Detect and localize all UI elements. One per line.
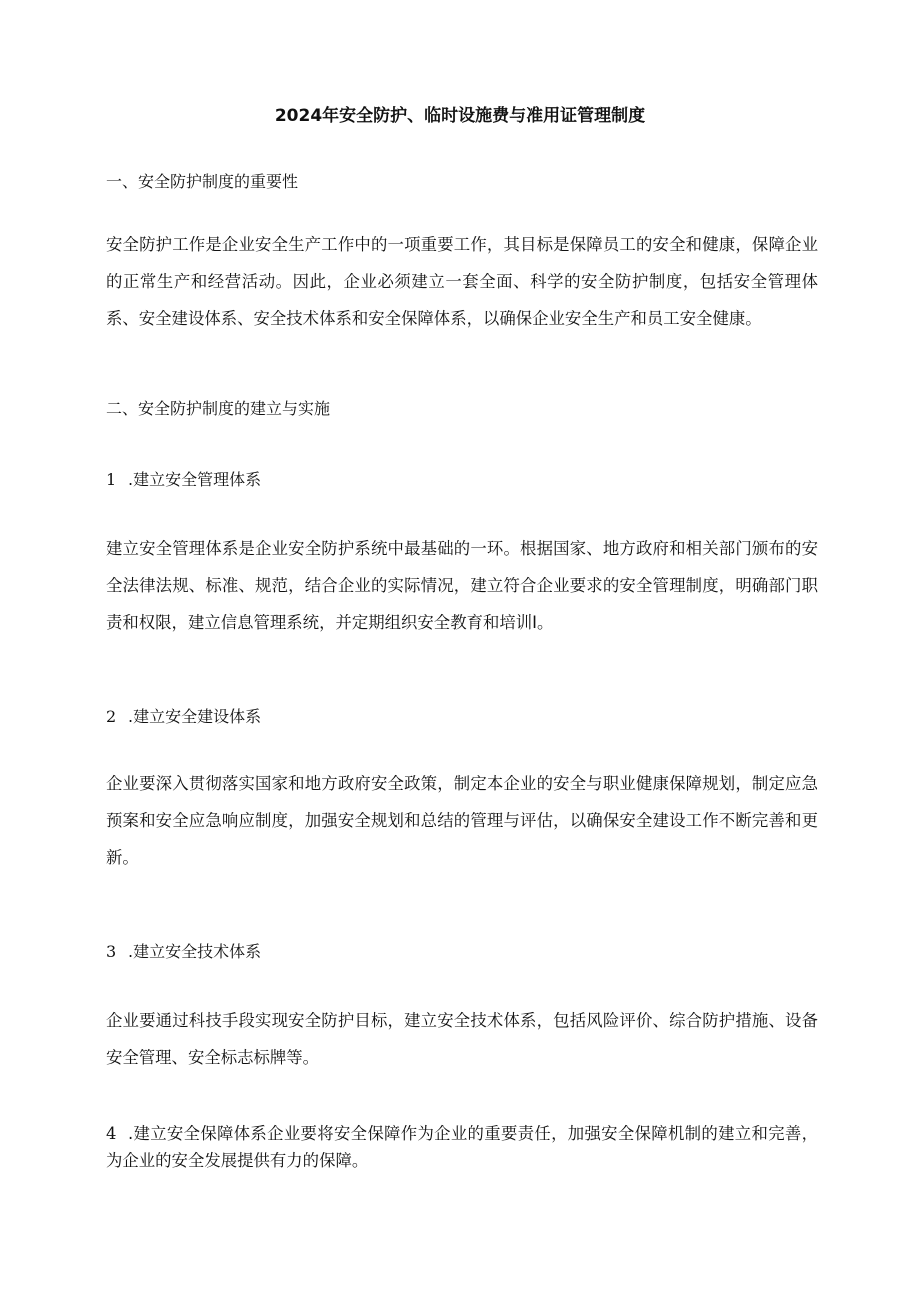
subheading-management-system (106, 468, 261, 492)
paragraph-management-system: 建立安全管理体系是企业安全防护系统中最基础的一环。根据国家、地方政府和相关部门颁布的安全法律法规、标准、规范，结合企业的实际情况，建立符合企业要求的安全管理制度，明确部门职责和权限，建立信息管理系统，并定期组织安全教育和培训I。 (106, 539, 818, 632)
section-heading-establish: 二、安全防护制度的建立与实施 (106, 399, 331, 418)
section-heading-importance: 一、安全防护制度的重要性 (106, 172, 299, 191)
item-heading: .建立安全建设体系 (128, 707, 262, 726)
paragraph-construction-system: 企业要深入贯彻落实国家和地方政府安全政策，制定本企业的安全与职业健康保障规划，制定应急预案和安全应急响应制度，加强安全规划和总结的管理与评估，以确保安全建设工作不断完善和更新。 (106, 774, 818, 867)
item-number: 4 (106, 1124, 117, 1143)
paragraph-guarantee-system (106, 1120, 818, 1174)
item-number: 2 (106, 707, 117, 726)
item-heading: .建立安全技术体系 (128, 942, 262, 961)
subheading-construction-system (106, 705, 261, 729)
item-number: 1 (106, 470, 117, 489)
subheading-technology-system (106, 940, 261, 964)
item-heading: .建立安全保障体系企业要将安全保障作为企业的重要责任，加强安全保障机制的建立和完善，为企业的安全发展提供有力的保障。 (106, 1124, 818, 1170)
document-title: 2024年安全防护、临时设施费与准用证管理制度 (274, 106, 646, 126)
item-heading: .建立安全管理体系 (128, 470, 262, 489)
paragraph-importance: 安全防护工作是企业安全生产工作中的一项重要工作，其目标是保障员工的安全和健康，保障企业的正常生产和经营活动。因此，企业必须建立一套全面、科学的安全防护制度，包括安全管理体系、安全建设体系、安全技术体系和安全保障体系，以确保企业安全生产和员工安全健康。 (106, 235, 818, 328)
paragraph-technology-system: 企业要通过科技手段实现安全防护目标，建立安全技术体系，包括风险评价、综合防护措施、设备安全管理、安全标志标牌等。 (106, 1011, 818, 1067)
item-number: 3 (106, 942, 117, 961)
